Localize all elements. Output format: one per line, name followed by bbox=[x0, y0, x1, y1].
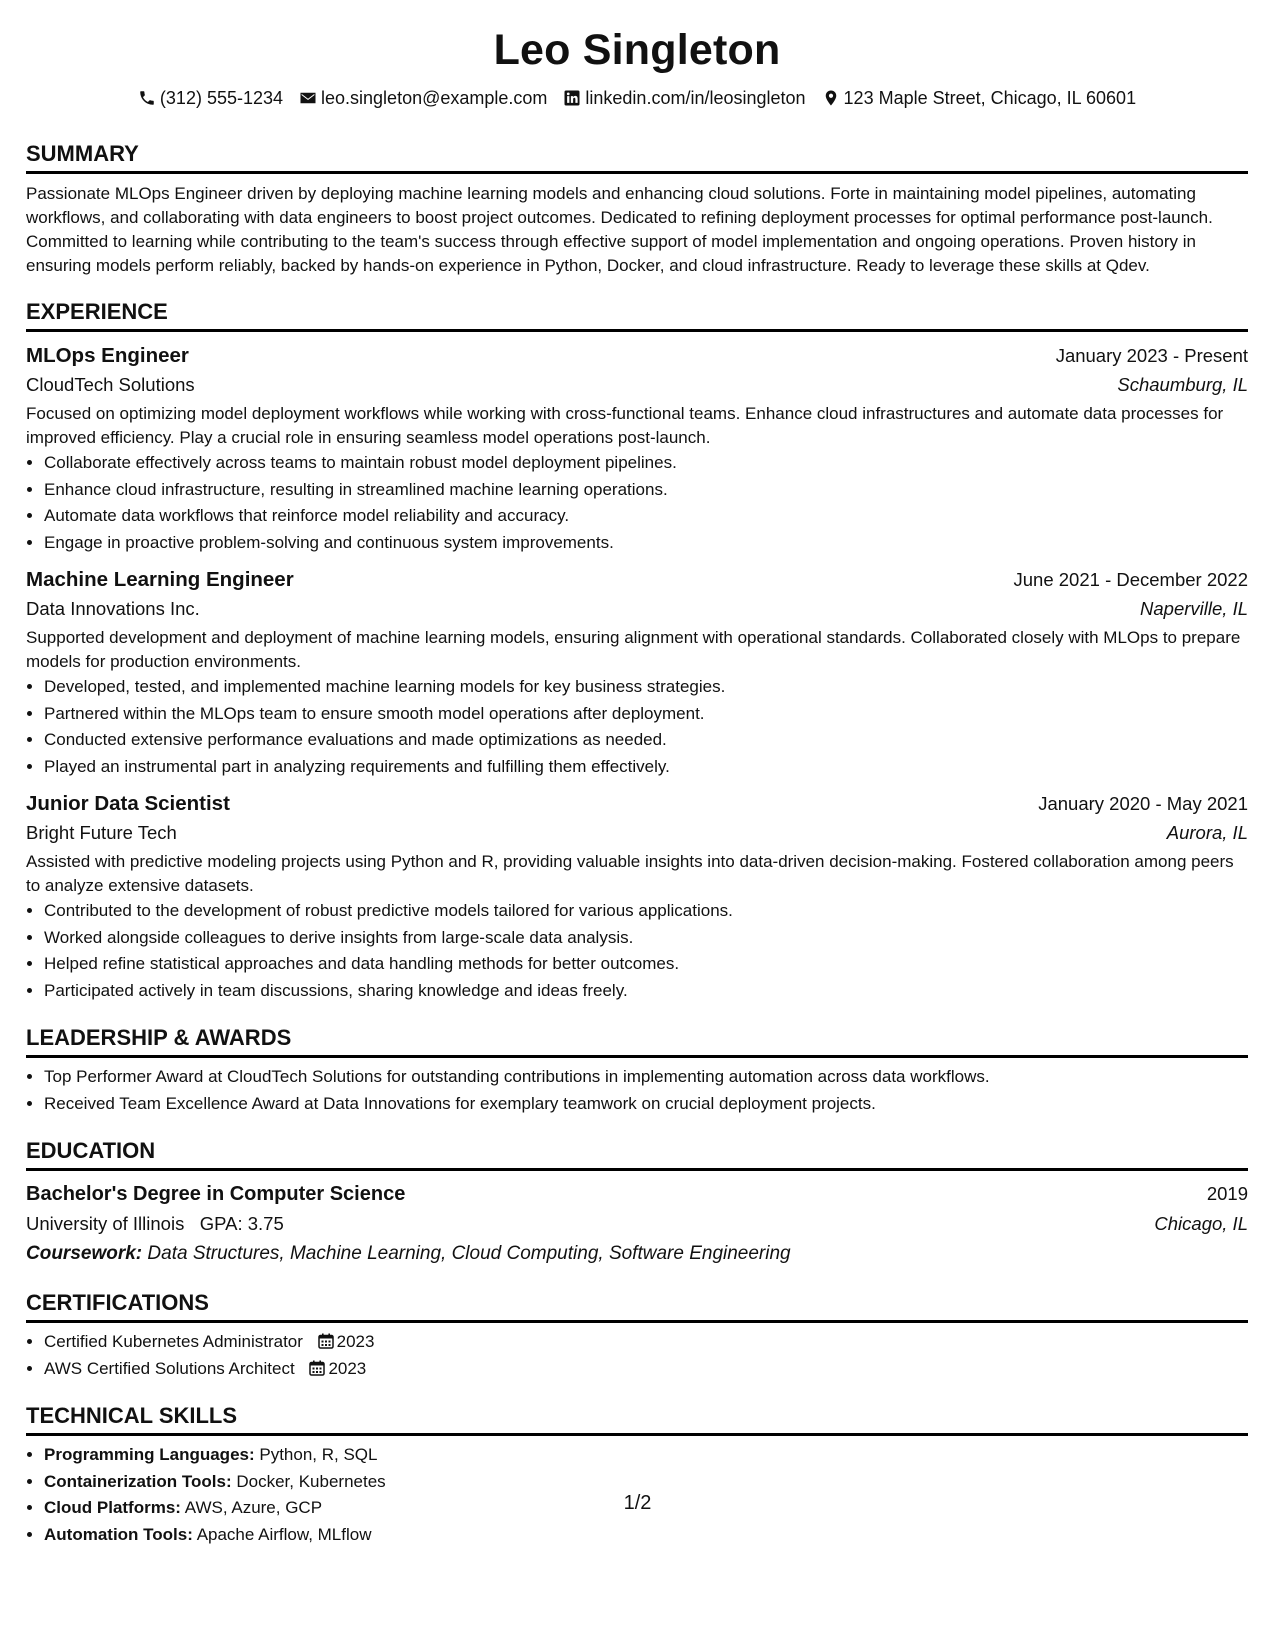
job-description: Assisted with predictive modeling projects using Python and R, providing valuable insights into data-driven decision-making. Fostered collaboration among peers to analyze extensive datasets. bbox=[26, 852, 1234, 895]
contact-address bbox=[822, 86, 1137, 110]
linkedin-icon bbox=[563, 89, 581, 107]
linkedin-text[interactable]: linkedin.com/in/leosingleton bbox=[585, 88, 806, 108]
calendar-icon bbox=[318, 1333, 334, 1349]
award-item: • Received Team Excellence Award at Data Innovations for exemplary teamwork on crucial deployment projects. bbox=[44, 1091, 1248, 1118]
job-company: CloudTech Solutions bbox=[26, 374, 195, 395]
coursework bbox=[26, 1239, 1248, 1269]
job-company: Bright Future Tech bbox=[26, 822, 177, 843]
certifications-list bbox=[26, 1329, 1248, 1382]
certification-item bbox=[44, 1329, 1248, 1356]
job-description: Focused on optimizing model deployment workflows while working with cross-functional teams. Enhance cloud infrastructures and automate data processes for improved efficiency. Play a crucial role in ensuring seamless model operations post-launch. bbox=[26, 404, 1224, 447]
job-bullet: • Developed, tested, and implemented machine learning models for key business strategies. bbox=[44, 674, 1248, 701]
job-entry bbox=[26, 790, 1248, 1004]
job-bullet: • Conducted extensive performance evaluations and made optimizations as needed. bbox=[44, 727, 1248, 754]
skill-item bbox=[44, 1442, 1248, 1469]
award-item: • Top Performer Award at CloudTech Solutions for outstanding contributions in implementing automation across data workflows. bbox=[44, 1064, 1248, 1091]
skills-heading: TECHNICAL SKILLS bbox=[26, 1402, 1248, 1436]
job-bullet: • Worked alongside colleagues to derive insights from large-scale data analysis. bbox=[44, 925, 1248, 952]
job-bullet: • Participated actively in team discussions, sharing knowledge and ideas freely. bbox=[44, 978, 1248, 1005]
certification-item bbox=[44, 1356, 1248, 1383]
job-location: Aurora, IL bbox=[1166, 822, 1248, 843]
skill-label: Programming Languages: bbox=[44, 1445, 255, 1464]
certification-year: 2023 bbox=[328, 1358, 367, 1378]
coursework-list: Data Structures, Machine Learning, Cloud Computing, Software Engineering bbox=[147, 1243, 791, 1264]
skill-value: Apache Airflow, MLflow bbox=[196, 1524, 372, 1544]
job-description: Supported development and deployment of machine learning models, ensuring alignment with operational standards. Collaborated closely with MLOps to prepare models for production environments. bbox=[26, 628, 1241, 671]
skill-value: AWS, Azure, GCP bbox=[184, 1498, 323, 1517]
job-location: Naperville, IL bbox=[1140, 598, 1248, 619]
contact-bar bbox=[26, 86, 1248, 110]
job-bullet: • Played an instrumental part in analyzing requirements and fulfilling them effectively. bbox=[44, 754, 1248, 781]
skill-label: Cloud Platforms: bbox=[44, 1498, 181, 1517]
job-bullet: • Automate data workflows that reinforce model reliability and accuracy. bbox=[44, 503, 1248, 530]
job-bullet: • Partnered within the MLOps team to ensure smooth model operations after deployment. bbox=[44, 701, 1248, 728]
job-dates: January 2023 - Present bbox=[1055, 345, 1248, 366]
job-bullet: • Engage in proactive problem-solving and continuous system improvements. bbox=[44, 530, 1248, 557]
certification-year: 2023 bbox=[336, 1332, 375, 1351]
contact-linkedin[interactable] bbox=[563, 86, 805, 110]
awards-list bbox=[26, 1064, 1248, 1117]
contact-phone bbox=[138, 86, 283, 110]
page-number: 1/2 bbox=[623, 1492, 652, 1514]
skill-label: Automation Tools: bbox=[44, 1524, 193, 1544]
skill-item bbox=[44, 1522, 1248, 1549]
certification-name: Certified Kubernetes Administrator bbox=[44, 1332, 303, 1351]
job-entry bbox=[26, 342, 1248, 556]
contact-email[interactable] bbox=[299, 86, 547, 110]
job-bullet: • Collaborate effectively across teams to maintain robust model deployment pipelines. bbox=[44, 450, 1248, 477]
certification-name: AWS Certified Solutions Architect bbox=[44, 1358, 295, 1378]
skill-value: Docker, Kubernetes bbox=[236, 1471, 386, 1491]
summary-text: Passionate MLOps Engineer driven by deploying machine learning models and enhancing cloud solutions. Forte in maintaining model pipelines, automating workflows, and collaborating with data engineers to boost project outcomes. Dedicated to refining deployment processes for optimal performance post-launch. Committed to learning while contributing to the team's success through effective support of model implementation and ongoing operations. Proven history in ensuring models perform reliably, backed by hands-on experience in Python, Docker, and cloud infrastructure. Ready to leverage these skills at Qdev. bbox=[26, 184, 1213, 275]
summary-heading: SUMMARY bbox=[26, 140, 1248, 174]
experience-heading: EXPERIENCE bbox=[26, 298, 1248, 332]
candidate-name: Leo Singleton bbox=[493, 26, 781, 74]
school-location: Chicago, IL bbox=[1154, 1213, 1248, 1234]
skill-value: Python, R, SQL bbox=[259, 1445, 378, 1464]
job-bullet: • Helped refine statistical approaches and data handling methods for better outcomes. bbox=[44, 951, 1248, 978]
skill-label: Containerization Tools: bbox=[44, 1471, 232, 1491]
job-bullet: • Contributed to the development of robust predictive models tailored for various applications. bbox=[44, 898, 1248, 925]
degree-year: 2019 bbox=[1206, 1183, 1248, 1204]
address-text: 123 Maple Street, Chicago, IL 60601 bbox=[843, 88, 1137, 108]
job-bullets bbox=[26, 898, 1248, 1004]
awards-heading: LEADERSHIP & AWARDS bbox=[26, 1024, 1248, 1058]
job-title: Junior Data Scientist bbox=[26, 792, 230, 815]
school-name: University of Illinois bbox=[26, 1213, 185, 1234]
job-company: Data Innovations Inc. bbox=[26, 598, 200, 619]
coursework-label: Coursework: bbox=[26, 1243, 143, 1264]
gpa: GPA: 3.75 bbox=[199, 1213, 284, 1234]
job-bullets bbox=[26, 450, 1248, 556]
job-title: MLOps Engineer bbox=[26, 344, 189, 367]
phone-icon bbox=[138, 89, 156, 107]
job-entry bbox=[26, 566, 1248, 780]
envelope-icon bbox=[299, 89, 317, 107]
job-location: Schaumburg, IL bbox=[1117, 374, 1248, 395]
education-heading: EDUCATION bbox=[26, 1137, 1248, 1171]
job-bullet: • Enhance cloud infrastructure, resulting in streamlined machine learning operations. bbox=[44, 477, 1248, 504]
certifications-heading: CERTIFICATIONS bbox=[26, 1289, 1248, 1323]
calendar-icon bbox=[309, 1360, 325, 1376]
phone-text: (312) 555-1234 bbox=[159, 88, 284, 108]
job-bullets bbox=[26, 674, 1248, 780]
job-dates: January 2020 - May 2021 bbox=[1038, 793, 1248, 814]
map-pin-icon bbox=[822, 89, 840, 107]
degree-title: Bachelor's Degree in Computer Science bbox=[26, 1183, 406, 1205]
school-line bbox=[26, 1209, 284, 1239]
job-dates: June 2021 - December 2022 bbox=[1013, 569, 1248, 590]
job-title: Machine Learning Engineer bbox=[26, 568, 294, 591]
email-text[interactable]: leo.singleton@example.com bbox=[321, 88, 548, 108]
